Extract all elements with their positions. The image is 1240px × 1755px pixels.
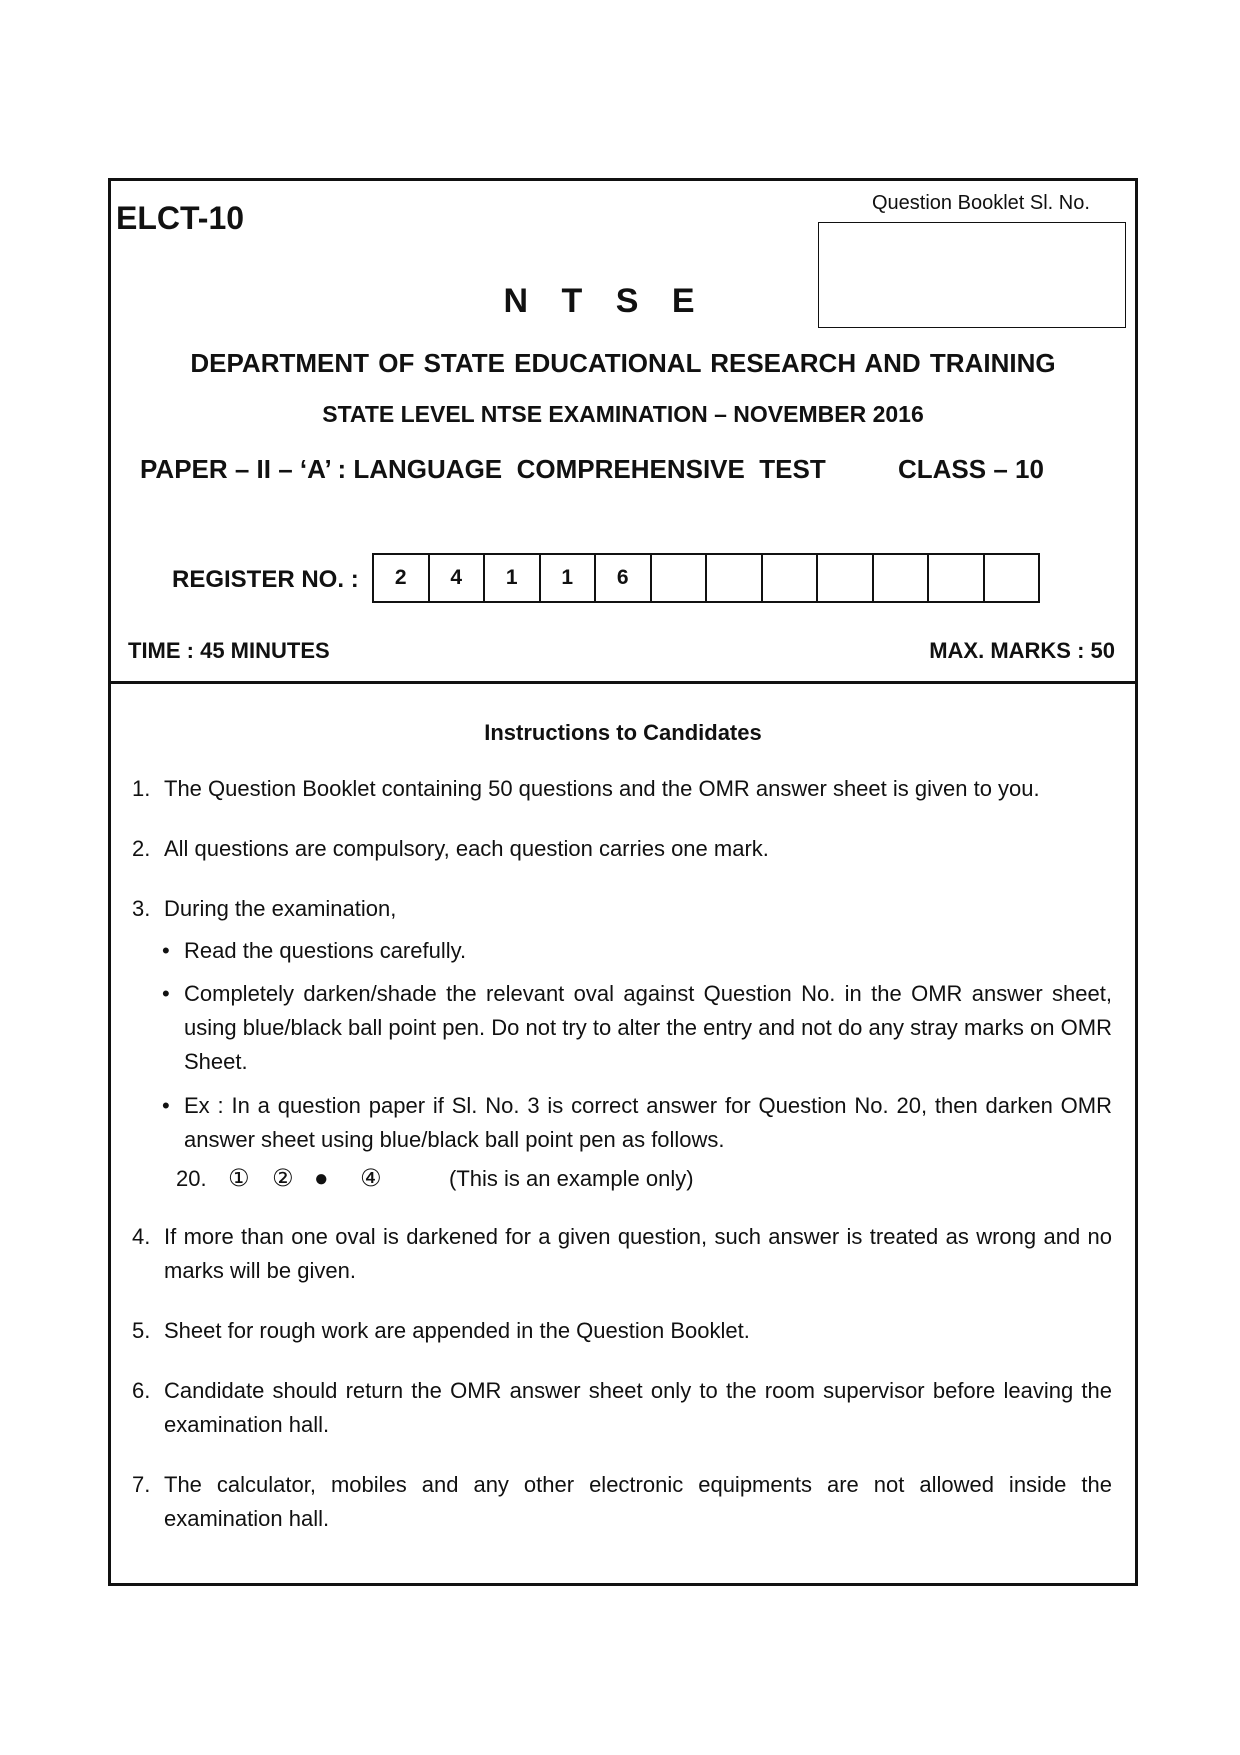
department-heading: DEPARTMENT OF STATE EDUCATIONAL RESEARCH AND TRAINING: [190, 348, 1056, 378]
option-2-icon: ②: [272, 1165, 294, 1192]
register-digit: [985, 555, 1041, 601]
instruction-number: 6.: [132, 1378, 151, 1403]
instruction-text: Sheet for rough work are appended in the Question Booklet.: [164, 1318, 750, 1343]
instruction-text: Candidate should return the OMR answer sheet only to the room supervisor before leaving the examination hall.: [164, 1378, 1112, 1437]
instruction-text: During the examination,: [164, 896, 397, 921]
register-digit: [874, 555, 930, 601]
register-digit: [763, 555, 819, 601]
instructions-title: Instructions to Candidates: [484, 720, 762, 745]
example-question-number: 20.: [176, 1166, 207, 1191]
register-digit: [929, 555, 985, 601]
bullet-text: Read the questions carefully.: [184, 938, 467, 963]
page-title: N T S E: [503, 282, 707, 320]
header-divider: [108, 681, 1138, 684]
booklet-serial-label: Question Booklet Sl. No.: [872, 192, 1090, 214]
paper-code: ELCT-10: [116, 200, 245, 236]
register-digit: [707, 555, 763, 601]
register-digit: 4: [430, 555, 486, 601]
instruction-number: 1.: [132, 776, 151, 801]
instruction-text: If more than one oval is darkened for a given question, such answer is treated as wrong and no marks will be given.: [164, 1224, 1112, 1283]
instruction-number: 3.: [132, 896, 151, 921]
example-note: (This is an example only): [449, 1166, 694, 1191]
exam-heading: STATE LEVEL NTSE EXAMINATION – NOVEMBER 2016: [322, 401, 924, 427]
bullet-icon: •: [162, 938, 170, 963]
register-number-label: REGISTER NO. :: [172, 566, 359, 593]
instruction-text: The calculator, mobiles and any other electronic equipments are not allowed inside the examination hall.: [164, 1472, 1112, 1531]
bullet-icon: •: [162, 1093, 170, 1118]
instruction-number: 5.: [132, 1318, 151, 1343]
bullet-text: Completely darken/shade the relevant oval against Question No. in the OMR answer sheet, using blue/black ball point pen. Do not try to alter the entry and not do any stray marks on OMR Sheet.: [184, 981, 1112, 1074]
option-4-icon: ④: [360, 1165, 382, 1192]
instruction-number: 4.: [132, 1224, 151, 1249]
register-digit: [818, 555, 874, 601]
register-digit: [652, 555, 708, 601]
max-marks-label: MAX. MARKS : 50: [929, 638, 1115, 663]
register-digit: 2: [374, 555, 430, 601]
instruction-number: 2.: [132, 836, 151, 861]
instruction-number: 7.: [132, 1472, 151, 1497]
filled-oval-icon: ●: [314, 1165, 329, 1192]
paper-title: PAPER – II – ‘A’ : LANGUAGE COMPREHENSIVE TEST: [140, 454, 826, 484]
bullet-icon: •: [162, 981, 170, 1006]
bullet-text: Ex : In a question paper if Sl. No. 3 is correct answer for Question No. 20, then darken OMR answer sheet using blue/black ball point pen as follows.: [184, 1093, 1112, 1152]
register-digit: 1: [485, 555, 541, 601]
register-digit: 6: [596, 555, 652, 601]
register-number-grid: [372, 553, 1040, 603]
register-digit: 1: [541, 555, 597, 601]
instruction-text: The Question Booklet containing 50 questions and the OMR answer sheet is given to you.: [164, 776, 1040, 801]
class-label: CLASS – 10: [898, 454, 1044, 484]
time-label: TIME : 45 MINUTES: [128, 638, 330, 663]
instruction-text: All questions are compulsory, each question carries one mark.: [164, 836, 769, 861]
option-1-icon: ①: [228, 1165, 250, 1192]
